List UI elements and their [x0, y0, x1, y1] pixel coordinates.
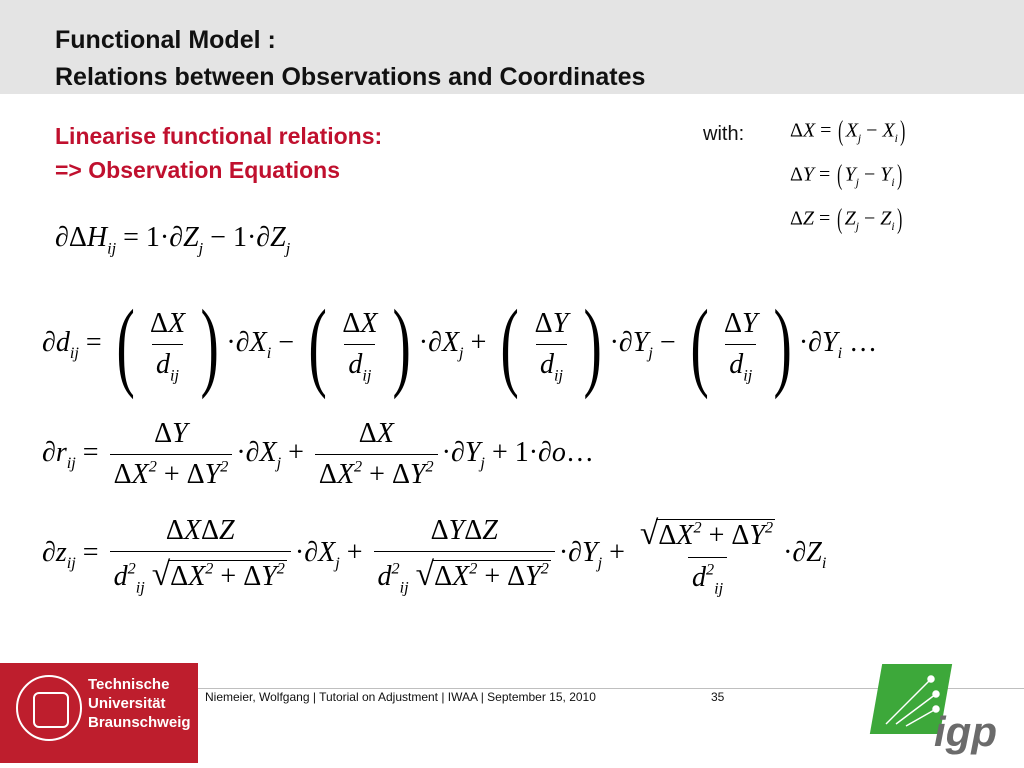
equation-distance: $\partial d_{ij}$ = ( $\frac{\Delta X}{d_{ij}}$ ) $\cdot\partial X_i$ − ( $\frac{\Delta X}{d_{ij}}$ ) $\cdot\partial X_j$ + ( $\frac{\Delta Y}{d_{ij}}$ ) $\cdot\partial Y_j$ − ( $\frac{\Delta Y}{d_{ij}}$ ) $\cdot\partial Y_i$ …	[42, 289, 878, 400]
page-title-line-1: Functional Model :	[55, 26, 276, 54]
definition-delta-z: ΔZ = ( $Z_j - Z_i$)	[790, 204, 902, 235]
subtitle-line-2: => Observation Equations	[55, 157, 341, 183]
tu-logo-line-3: Braunschweig	[88, 714, 191, 731]
equation-zenith: $\partial z_{ij}$ = $\frac{\text{ΔXΔZ}}{d^2_{ij} √\Delta X^2 + \Delta Y^2}$ $\cdot\partial X_j$ + $\frac{\text{ΔYΔZ}}{d^2_{ij} √\Delta X^2 + \Delta Y^2}$ $\cdot\partial Y_j$ + $\frac{√\Delta X^2 + \Delta Y^2}{d^2_{ij}}$ $\cdot\partial Z_i$	[42, 515, 827, 598]
page-number: 35	[711, 690, 725, 704]
footer-text: Niemeier, Wolfgang | Tutorial on Adjustment | IWAA | September 15, 2010	[205, 690, 596, 704]
definition-delta-x: ΔX = ( $X_j - X_i$)	[790, 116, 906, 147]
with-label: with:	[703, 123, 745, 145]
igp-logo-text: igp	[934, 708, 997, 755]
igp-logo	[876, 664, 1022, 768]
tu-logo-line-2: Universität	[88, 695, 166, 712]
equation-direction: $\partial r_{ij}$ = $\frac{\Delta Y}{\Delta X^2 + \Delta Y^2}$ $\cdot\partial X_j$ + $\frac{\Delta X}{\Delta X^2 + \Delta Y^2}$ $\cdot\partial Y_j$ + 1·∂o…	[42, 418, 594, 490]
tu-logo-line-1: Technische	[88, 676, 170, 693]
tu-seal-icon	[16, 675, 82, 741]
equation-height-difference: $\partial\Delta H_{ij} = 1\cdot\partial Z_j - 1\cdot\partial Z_j$	[55, 222, 291, 258]
tu-braunschweig-logo	[0, 663, 198, 763]
page-title-line-2: Relations between Observations and Coordinates	[55, 63, 646, 91]
subtitle-line-1: Linearise functional relations:	[55, 123, 383, 149]
definition-delta-y: ΔY = ( $Y_j - Y_i$)	[790, 160, 902, 191]
